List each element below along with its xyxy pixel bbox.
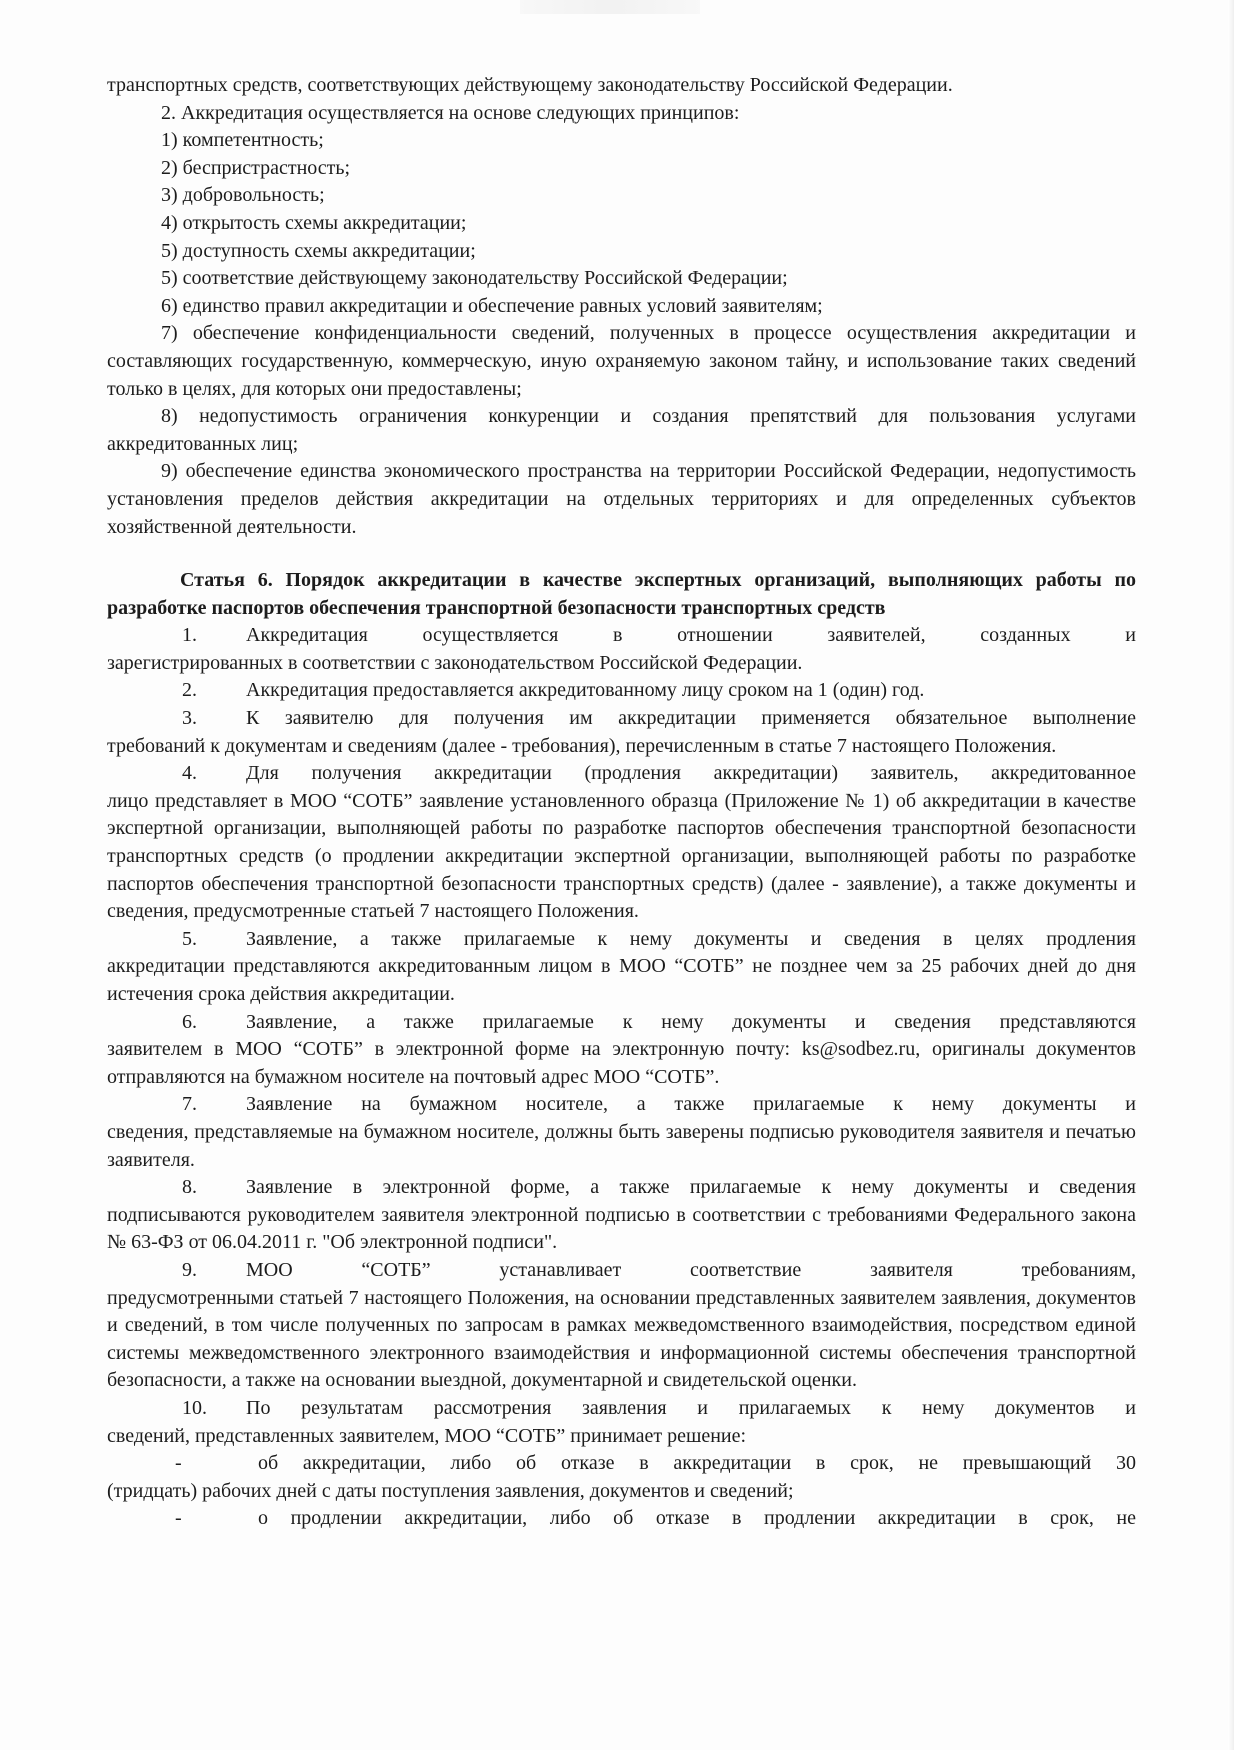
decision-text-first-line: о продлении аккредитации, либо об отказе в продлении аккредитации в срок, не (258, 1507, 1136, 1530)
clause-text: сведений, представленных заявителем, МОО “СОТБ” принимает решение: (107, 1424, 747, 1447)
principle-item: 5) доступность схемы аккредитации; (161, 239, 476, 262)
clause-5 (107, 926, 1136, 954)
clause-number: 10. (182, 1396, 207, 1419)
continued-paragraph: транспортных средств, соответствующих действующему законодательству Российской Федерации. (107, 74, 953, 96)
clause-4 (107, 760, 1136, 788)
clause-number: 3. (182, 707, 197, 730)
clause-text: сведения, представляемые на бумажном носителе, должны быть заверены подписью руководителя заявителя и печатью заявителя. (107, 1120, 1136, 1171)
decision-text: (тридцать) рабочих дней с даты поступления заявления, документов и сведений; (107, 1479, 794, 1502)
clause-number: 7. (182, 1093, 197, 1116)
clause-text-first-line: Аккредитация осуществляется в отношении заявителей, созданных и (246, 624, 1136, 647)
principle-item: 9) обеспечение единства экономического пространства на территории Российской Федерации, недопустимость установления пределов действия аккредитации на отдельных территориях и для определенных субъектов хозяйственной деятельности. (107, 460, 1136, 538)
clause-text-first-line: Аккредитация предоставляется аккредитованному лицу сроком на 1 (один) год. (246, 679, 925, 702)
clause-text: предусмотренными статьей 7 настоящего Положения, на основании представленных заявителем заявления, документов и сведений, в том числе полученных по запросам в рамках межведомственного взаимодействия, посредством единой системы межведомственного электронного взаимодействия и информационной системы обеспечения транспортной безопасности, а также на основании выездной, документарной и свидетельской оценки. (107, 1286, 1136, 1392)
principle-item: 3) добровольность; (161, 184, 325, 207)
clause-8 (107, 1174, 1136, 1202)
principle-item: 1) компетентность; (161, 129, 324, 152)
decision-text-first-line: об аккредитации, либо об отказе в аккредитации в срок, не превышающий 30 (258, 1452, 1136, 1475)
decision-item (107, 1450, 1136, 1478)
clause-text-first-line: Заявление на бумажном носителе, а также прилагаемые к нему документы и (246, 1093, 1136, 1116)
decision-item (107, 1505, 1136, 1533)
principle-item: 2) беспристрастность; (161, 156, 351, 179)
list-dash: - (175, 1507, 182, 1530)
clause-text: подписываются руководителем заявителя электронной подписью в соответствии с требованиями Федерального закона № 63-ФЗ от 06.04.2011 г. "Об электронной подписи". (107, 1203, 1136, 1254)
clause-text-first-line: По результатам рассмотрения заявления и прилагаемых к нему документов и (246, 1396, 1136, 1419)
clause-number: 1. (182, 624, 197, 647)
clause-text: заявителем в МОО “СОТБ” в электронной форме на электронную почту: ks@sodbez.ru, оригиналы документов отправляются на бумажном носителе на почтовый адрес МОО “СОТБ”. (107, 1038, 1136, 1088)
clause-number: 8. (182, 1176, 197, 1199)
clause-text: аккредитации представляются аккредитованным лицом в МОО “СОТБ” не позднее чем за 25 рабочих дней до дня истечения срока действия аккредитации. (107, 955, 1136, 1005)
clause-text: зарегистрированных в соответствии с законодательством Российской Федерации. (107, 651, 803, 674)
clause-7 (107, 1091, 1136, 1119)
clause-text-first-line: Заявление в электронной форме, а также прилагаемые к нему документы и сведения (246, 1176, 1136, 1199)
clause-text-first-line: МОО “СОТБ” устанавливает соответствие заявителя требованиям, (246, 1258, 1136, 1281)
clause-text: лицо представляет в МОО “СОТБ” заявление установленного образца (Приложение № 1) об аккредитации в качестве экспертной организации, выполняющей работы по разработке паспортов обеспечения транспортной безопасности транспортных средств (о продлении аккредитации экспертной организации, выполняющей работы по разработке паспортов обеспечения транспортной безопасности транспортных средств) (далее - заявление), а также документы и сведения, предусмотренные статьей 7 настоящего Положения. (107, 789, 1136, 923)
clause-1 (107, 622, 1136, 650)
clause-text: требований к документам и сведениям (далее - требования), перечисленным в статье 7 настоящего Положения. (107, 734, 1057, 757)
clause-3 (107, 705, 1136, 733)
page-edge-shadow (1228, 0, 1234, 1750)
document-body (107, 72, 1136, 1533)
clause-number: 5. (182, 927, 197, 950)
clause-number: 4. (182, 762, 197, 785)
principle-item: 8) недопустимость ограничения конкуренции и создания препятствий для пользования услугами аккредитованных лиц; (107, 405, 1136, 455)
principle-item: 4) открытость схемы аккредитации; (161, 211, 467, 234)
clause-text-first-line: Для получения аккредитации (продления аккредитации) заявитель, аккредитованное (246, 762, 1136, 785)
clause-number: 6. (182, 1010, 197, 1033)
article-6-heading: Статья 6. Порядок аккредитации в качестве экспертных организаций, выполняющих работы по разработке паспортов обеспечения транспортной безопасности транспортных средств (107, 569, 1136, 619)
clause-2 (107, 677, 1136, 705)
principle-item: 5) соответствие действующему законодательству Российской Федерации; (161, 267, 788, 290)
principle-item: 7) обеспечение конфиденциальности сведений, полученных в процессе осуществления аккредитации и составляющих государственную, коммерческую, иную охраняемую законом тайну, и использование таких сведений только в целях, для которых они предоставлены; (107, 322, 1136, 400)
scan-artifact (520, 0, 700, 14)
clause-10 (107, 1395, 1136, 1423)
principle-item: 6) единство правил аккредитации и обеспечение равных условий заявителям; (161, 294, 823, 317)
list-dash: - (175, 1452, 182, 1475)
clause-text-first-line: Заявление, а также прилагаемые к нему документы и сведения в целях продления (246, 927, 1136, 950)
section-gap (107, 541, 1136, 567)
clause-6 (107, 1009, 1136, 1037)
clause-number: 9. (182, 1258, 197, 1281)
clause-number: 2. (182, 679, 197, 702)
clause-text-first-line: К заявителю для получения им аккредитации применяется обязательное выполнение (246, 707, 1136, 730)
clause-text-first-line: Заявление, а также прилагаемые к нему документы и сведения представляются (246, 1010, 1136, 1033)
principles-intro: 2. Аккредитация осуществляется на основе следующих принципов: (161, 101, 740, 124)
clause-9 (107, 1257, 1136, 1285)
